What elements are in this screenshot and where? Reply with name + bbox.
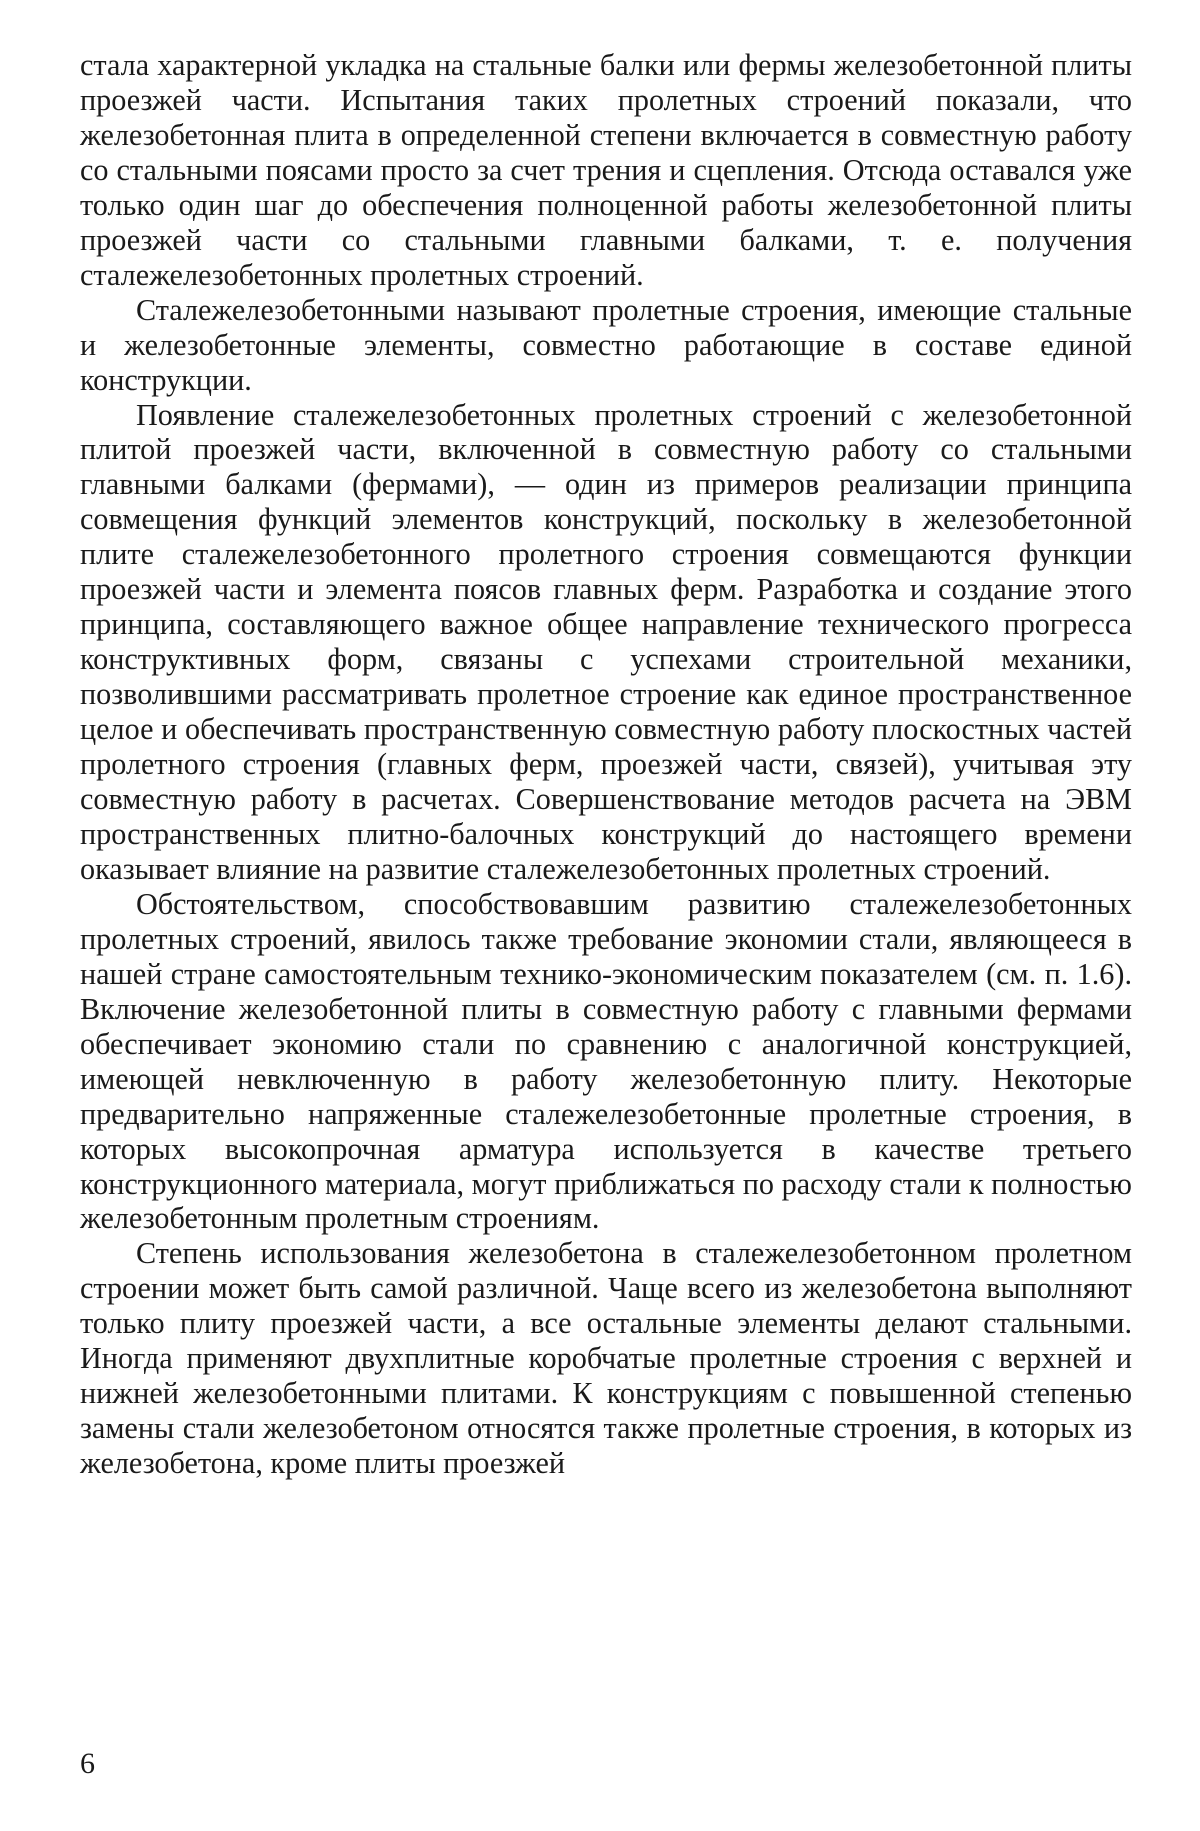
- page-number: 6: [80, 1747, 95, 1780]
- paragraph-3: Появление сталежелезобетонных пролетных строений с железобетонной плитой проезжей части, включенной в совместную работу со стальными главными балками (фермами), — один из примеров реализации принципа совмещения функций элементов конструкций, поскольку в железобетонной плите сталежелезобетонного пролетного строения совмещаются функции проезжей части и элемента поясов главных ферм. Разработка и создание этого принципа, составляющего важное общее направление технического прогресса конструктивных форм, связаны с успехами строительной механики, позволившими рассматривать пролетное строение как единое пространственное целое и обеспечивать пространственную совместную работу плоскостных частей пролетного строения (главных ферм, проезжей части, связей), учитывая эту совместную работу в расчетах. Совершенствование методов расчета на ЭВМ пространственных плитно-балочных конструкций до настоящего времени оказывает влияние на развитие сталежелезобетонных пролетных строений.: [80, 397, 1132, 886]
- paragraph-1: стала характерной укладка на стальные балки или фермы железобетонной плиты проезжей части. Испытания таких пролетных строений показали, что железобетонная плита в определенной степени включается в совместную работу со стальными поясами просто за счет трения и сцепления. Отсюда оставался уже только один шаг до обеспечения полноценной работы железобетонной плиты проезжей части со стальными главными балками, т. е. получения сталежелезобетонных пролетных строений.: [80, 48, 1132, 292]
- paragraph-5: Степень использования железобетона в сталежелезобетонном пролетном строении может быть самой различной. Чаще всего из железобетона выполняют только плиту проезжей части, а все остальные элементы делают стальными. Иногда применяют двухплитные коробчатые пролетные строения с верхней и нижней железобетонными плитами. К конструкциям с повышенной степенью замены стали железобетоном относятся также пролетные строения, в которых из железобетона, кроме плиты проезжей: [80, 1236, 1132, 1481]
- paragraph-4: Обстоятельством, способствовавшим развитию сталежелезобетонных пролетных строений, явилось также требование экономии стали, являющееся в нашей стране самостоятельным технико-экономическим показателем (см. п. 1.6). Включение железобетонной плиты в совместную работу с главными фермами обеспечивает экономию стали по сравнению с аналогичной конструкцией, имеющей невключенную в работу железобетонную плиту. Некоторые предварительно напряженные сталежелезобетонные пролетные строения, в которых высокопрочная арматура используется в качестве третьего конструкционного материала, могут приближаться по расходу стали к полностью железобетонным пролетным строениям.: [80, 886, 1132, 1236]
- paragraph-2: Сталежелезобетонными называют пролетные строения, имеющие стальные и железобетонные элементы, совместно работающие в составе единой конструкции.: [80, 292, 1132, 397]
- page-body: [80, 48, 1132, 1481]
